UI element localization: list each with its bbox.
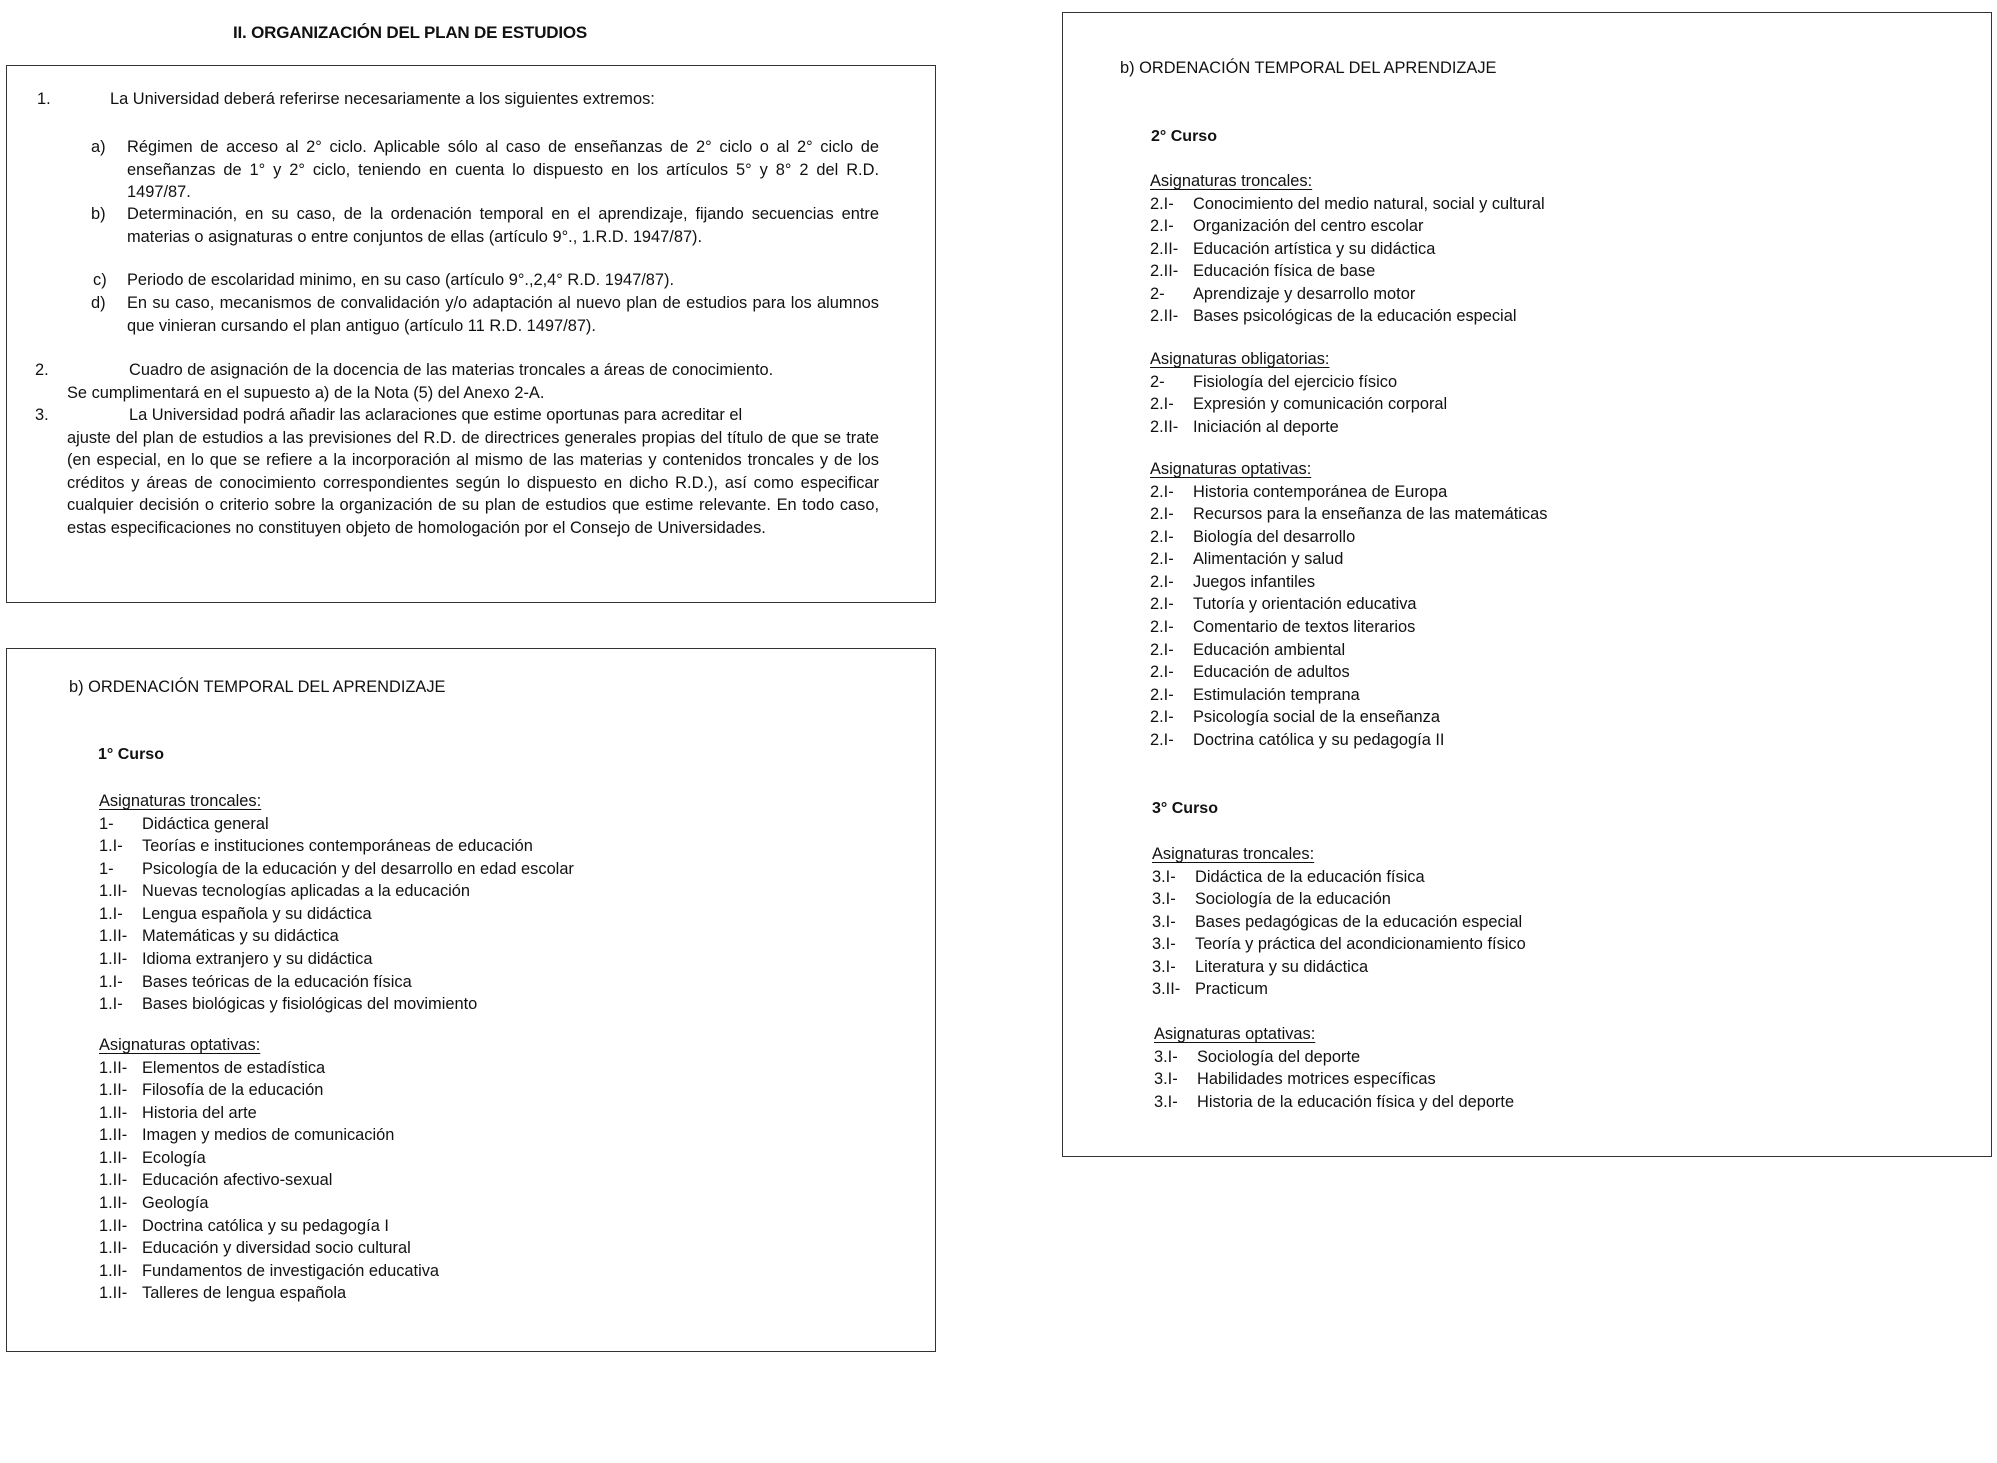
subject-item	[1150, 526, 1547, 549]
subject-code: 2.I-	[1150, 482, 1174, 501]
subject-name: Filosofía de la educación	[142, 1081, 324, 1100]
subject-name: Imagen y medios de comunicación	[142, 1126, 395, 1145]
subject-name: Alimentación y salud	[1193, 550, 1344, 569]
subject-code: 2.I-	[1150, 505, 1174, 524]
subject-code: 2.I-	[1150, 663, 1174, 682]
course-heading: 1° Curso	[98, 746, 164, 763]
subject-name: Bases psicológicas de la educación especial	[1193, 307, 1517, 326]
sub-item-text: En su caso, mecanismos de convalidación y/o adaptación al nuevo plan de estudios para los alumnos que vinieran cursando el plan antiguo (artículo 11 R.D. 1497/87).	[127, 294, 879, 335]
subject-name: Comentario de textos literarios	[1193, 618, 1416, 637]
subject-code: 1.II-	[99, 1058, 128, 1077]
subject-item	[1150, 639, 1547, 662]
subject-name: Teorías e instituciones contemporáneas de educación	[142, 837, 533, 856]
sub-item-text: Periodo de escolaridad minimo, en su caso (artículo 9°.,2,4° R.D. 1947/87).	[127, 271, 674, 289]
subject-item	[1150, 503, 1547, 526]
subject-item	[1150, 305, 1545, 328]
subject-list	[1152, 866, 1526, 1002]
subject-code: 1.I-	[99, 972, 123, 991]
subject-code: 2.I-	[1150, 708, 1174, 727]
subject-item	[99, 813, 574, 836]
subject-name: Educación ambiental	[1193, 640, 1346, 659]
subject-item	[1150, 371, 1447, 394]
subject-name: Educación física de base	[1193, 262, 1376, 281]
subject-name: Sociología de la educación	[1195, 890, 1391, 909]
paragraph-number: 3.	[35, 406, 49, 424]
subject-name: Nuevas tecnologías aplicadas a la educación	[142, 882, 471, 901]
subject-group	[99, 790, 574, 1016]
subject-name: Educación y diversidad socio cultural	[142, 1239, 411, 1258]
subject-item	[99, 1237, 439, 1260]
subject-item	[99, 1215, 439, 1238]
subject-item	[1150, 260, 1545, 283]
subject-item	[99, 858, 574, 881]
subject-name: Bases pedagógicas de la educación especial	[1195, 912, 1523, 931]
subject-name: Recursos para la enseñanza de las matemáticas	[1193, 505, 1548, 524]
paragraph-text	[67, 359, 879, 404]
subject-code: 2.I-	[1150, 550, 1174, 569]
subject-name: Historia del arte	[142, 1103, 257, 1122]
subject-code: 1.II-	[99, 1194, 128, 1213]
subject-name: Aprendizaje y desarrollo motor	[1193, 284, 1416, 303]
group-heading: Asignaturas obligatorias:	[1150, 350, 1330, 368]
subject-item	[1150, 661, 1547, 684]
paragraph-first-line: La Universidad podrá añadir las aclaraciones que estime oportunas para acreditar el	[129, 406, 743, 424]
subject-item	[1150, 193, 1545, 216]
subject-code: 1.II-	[99, 1103, 128, 1122]
subject-code: 3.I-	[1154, 1047, 1178, 1066]
subject-name: Didáctica general	[142, 814, 269, 833]
course-1-box	[6, 648, 936, 1352]
subject-name: Estimulación temprana	[1193, 685, 1360, 704]
subject-code: 2.II-	[1150, 262, 1179, 281]
subject-name: Psicología de la educación y del desarrollo en edad escolar	[142, 859, 574, 878]
paragraph-first-line: Cuadro de asignación de la docencia de las materias troncales a áreas de conocimiento.	[129, 361, 774, 379]
subject-name: Sociología del deporte	[1197, 1047, 1361, 1066]
subject-name: Biología del desarrollo	[1193, 527, 1356, 546]
subject-name: Educación afectivo-sexual	[142, 1171, 333, 1190]
subject-item	[99, 1192, 439, 1215]
subject-name: Ecología	[142, 1148, 206, 1167]
subject-name: Geología	[142, 1194, 209, 1213]
subject-code: 2.I-	[1150, 395, 1174, 414]
subject-name: Fundamentos de investigación educativa	[142, 1261, 440, 1280]
subject-code: 2-	[1150, 284, 1165, 303]
subject-item	[99, 1079, 439, 1102]
subject-item	[99, 993, 574, 1016]
subject-code: 3.I-	[1152, 867, 1176, 886]
sub-item-letter: c)	[93, 271, 107, 289]
subject-code: 1.II-	[99, 1239, 128, 1258]
subject-item	[99, 1147, 439, 1170]
subject-code: 1.II-	[99, 1126, 128, 1145]
subject-code: 1.II-	[99, 882, 128, 901]
group-heading: Asignaturas troncales:	[1152, 845, 1315, 863]
subject-item	[99, 948, 574, 971]
subject-code: 3.I-	[1152, 890, 1176, 909]
subject-code: 2.I-	[1150, 527, 1174, 546]
subject-name: Bases biológicas y fisiológicas del movimiento	[142, 995, 478, 1014]
subject-code: 1-	[99, 814, 114, 833]
subject-list	[99, 813, 574, 1016]
group-heading: Asignaturas troncales:	[1150, 172, 1313, 190]
subject-code: 2.I-	[1150, 217, 1174, 236]
subject-code: 3.I-	[1152, 935, 1176, 954]
subject-code: 2.I-	[1150, 640, 1174, 659]
subject-item	[1150, 684, 1547, 707]
subject-name: Idioma extranjero y su didáctica	[142, 950, 373, 969]
subject-code: 3.I-	[1152, 957, 1176, 976]
subject-item	[99, 880, 574, 903]
subject-code: 2.II-	[1150, 307, 1179, 326]
section-title: II. ORGANIZACIÓN DEL PLAN DE ESTUDIOS	[233, 23, 588, 42]
paragraph-number: 1.	[37, 90, 51, 108]
subject-code: 2.II-	[1150, 239, 1179, 258]
subject-code: 2.I-	[1150, 731, 1174, 750]
subject-code: 3.I-	[1154, 1092, 1178, 1111]
subject-code: 2.II-	[1150, 417, 1179, 436]
subject-code: 1.II-	[99, 1284, 128, 1303]
subject-name: Bases teóricas de la educación física	[142, 972, 412, 991]
group-heading: Asignaturas optativas:	[99, 1036, 261, 1054]
subject-name: Iniciación al deporte	[1193, 417, 1339, 436]
subject-name: Organización del centro escolar	[1193, 217, 1424, 236]
subject-group	[1154, 1023, 1514, 1113]
paragraph-text	[67, 404, 879, 539]
subject-item	[1150, 571, 1547, 594]
subject-name: Literatura y su didáctica	[1195, 957, 1369, 976]
subject-code: 1-	[99, 859, 114, 878]
subject-code: 3.I-	[1154, 1070, 1178, 1089]
box-title: b) ORDENACIÓN TEMPORAL DEL APRENDIZAJE	[1120, 59, 1497, 77]
paragraph-number: 2.	[35, 361, 49, 379]
subject-item	[1150, 616, 1547, 639]
paragraph-text: La Universidad deberá referirse necesariamente a los siguientes extremos:	[110, 90, 655, 108]
subject-name: Didáctica de la educación física	[1195, 867, 1425, 886]
subject-name: Educación artística y su didáctica	[1193, 239, 1436, 258]
subject-name: Talleres de lengua española	[142, 1284, 347, 1303]
subject-item	[99, 1124, 439, 1147]
subject-name: Conocimiento del medio natural, social y cultural	[1193, 194, 1545, 213]
subject-item	[99, 1057, 439, 1080]
subject-item	[1150, 416, 1447, 439]
subject-item	[1150, 706, 1547, 729]
subject-code: 1.II-	[99, 1081, 128, 1100]
subject-code: 2.I-	[1150, 685, 1174, 704]
subject-item	[1154, 1046, 1514, 1069]
subject-name: Expresión y comunicación corporal	[1193, 395, 1448, 414]
subject-list	[1154, 1046, 1514, 1114]
subject-item	[1154, 1068, 1514, 1091]
subject-code: 1.II-	[99, 950, 128, 969]
subject-group	[1150, 348, 1447, 438]
subject-code: 1.I-	[99, 904, 123, 923]
subject-item	[1150, 238, 1545, 261]
subject-code: 3.I-	[1152, 912, 1176, 931]
sub-item-letter: b)	[91, 205, 106, 223]
sub-item-letter: a)	[91, 138, 106, 156]
sub-item-letter: d)	[91, 294, 106, 312]
subject-item	[1152, 956, 1526, 979]
subject-item	[1150, 481, 1547, 504]
subject-item	[99, 1169, 439, 1192]
subject-name: Tutoría y orientación educativa	[1193, 595, 1417, 614]
subject-code: 1.II-	[99, 1261, 128, 1280]
subject-item	[1150, 283, 1545, 306]
subject-code: 1.II-	[99, 1171, 128, 1190]
paragraph-continuation: ajuste del plan de estudios a las previsiones del R.D. de directrices generales propias del título de que se trate (en especial, en lo que se refiere a la incorporación al mismo de las materias y contenidos troncales y de los créditos y áreas de conocimiento correspondientes según lo dispuesto en dicho R.D.), así como especificar cualquier decisión o criterio sobre la organización de su plan de estudios que estime relevante. En todo caso, estas especificaciones no constituyen objeto de homologación por el Consejo de Universidades.	[67, 428, 879, 537]
subject-code: 2-	[1150, 372, 1165, 391]
subject-name: Historia contemporánea de Europa	[1193, 482, 1448, 501]
subject-name: Lengua española y su didáctica	[142, 904, 372, 923]
subject-item	[99, 1282, 439, 1305]
subject-item	[1152, 888, 1526, 911]
subject-item	[1152, 933, 1526, 956]
subject-list	[99, 1057, 439, 1306]
subject-item	[1152, 866, 1526, 889]
subject-group	[1150, 458, 1547, 752]
subject-code: 1.I-	[99, 837, 123, 856]
subject-code: 1.II-	[99, 1216, 128, 1235]
subject-item	[99, 1260, 439, 1283]
subject-code: 1.II-	[99, 1148, 128, 1167]
sub-item-text: Régimen de acceso al 2° ciclo. Aplicable sólo al caso de enseñanzas de 2° ciclo o al 2° ciclo de enseñanzas de 1° y 2° ciclo, teniendo en cuenta lo dispuesto en los artículos 5° y 8° 2 del R.D. 1497/87.	[127, 138, 879, 201]
requirements-box	[6, 65, 936, 603]
subject-item	[99, 835, 574, 858]
subject-item	[1150, 215, 1545, 238]
subject-code: 3.II-	[1152, 980, 1181, 999]
subject-code: 2.I-	[1150, 572, 1174, 591]
subject-item	[99, 925, 574, 948]
group-heading: Asignaturas optativas:	[1154, 1025, 1316, 1043]
box-title: b) ORDENACIÓN TEMPORAL DEL APRENDIZAJE	[69, 678, 446, 696]
subject-name: Habilidades motrices específicas	[1197, 1070, 1436, 1089]
subject-list	[1150, 481, 1547, 752]
subject-code: 2.I-	[1150, 595, 1174, 614]
course-heading: 3° Curso	[1152, 800, 1218, 817]
subject-name: Doctrina católica y su pedagogía I	[142, 1216, 389, 1235]
subject-list	[1150, 193, 1545, 329]
subject-name: Historia de la educación física y del deporte	[1197, 1092, 1515, 1111]
course-2-3-box	[1062, 12, 1992, 1157]
subject-code: 1.I-	[99, 995, 123, 1014]
subject-name: Elementos de estadística	[142, 1058, 326, 1077]
subject-name: Practicum	[1195, 980, 1268, 999]
paragraph-continuation: Se cumplimentará en el supuesto a) de la Nota (5) del Anexo 2-A.	[67, 383, 545, 402]
subject-item	[99, 903, 574, 926]
subject-item	[1150, 393, 1447, 416]
group-heading: Asignaturas optativas:	[1150, 460, 1312, 478]
course-heading: 2° Curso	[1151, 128, 1217, 145]
subject-name: Doctrina católica y su pedagogía II	[1193, 731, 1445, 750]
subject-code: 1.II-	[99, 927, 128, 946]
subject-item	[1154, 1091, 1514, 1114]
subject-item	[1150, 729, 1547, 752]
subject-code: 2.I-	[1150, 618, 1174, 637]
subject-item	[1152, 978, 1526, 1001]
subject-item	[1152, 911, 1526, 934]
subject-group	[1150, 170, 1545, 328]
sub-item-text: Determinación, en su caso, de la ordenación temporal en el aprendizaje, fijando secuencias entre materias o asignaturas o entre conjuntos de ellas (artículo 9°., 1.R.D. 1947/87).	[127, 205, 879, 246]
subject-name: Teoría y práctica del acondicionamiento físico	[1195, 935, 1526, 954]
subject-list	[1150, 371, 1447, 439]
subject-item	[1150, 593, 1547, 616]
subject-name: Fisiología del ejercicio físico	[1193, 372, 1398, 391]
subject-name: Psicología social de la enseñanza	[1193, 708, 1440, 727]
subject-item	[99, 1102, 439, 1125]
subject-group	[1152, 843, 1526, 1001]
subject-name: Educación de adultos	[1193, 663, 1350, 682]
subject-code: 2.I-	[1150, 194, 1174, 213]
subject-name: Matemáticas y su didáctica	[142, 927, 339, 946]
subject-item	[1150, 548, 1547, 571]
group-heading: Asignaturas troncales:	[99, 792, 262, 810]
subject-name: Juegos infantiles	[1193, 572, 1316, 591]
subject-group	[99, 1034, 439, 1305]
subject-item	[99, 971, 574, 994]
